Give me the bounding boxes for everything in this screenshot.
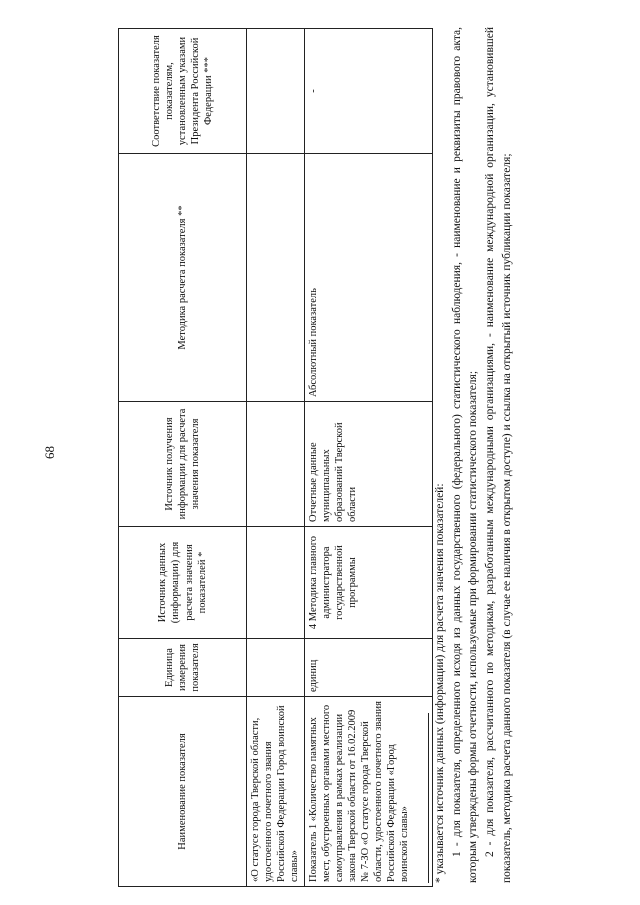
cell-compliance: - [304, 29, 432, 154]
header-info-source: Источник получения информации для расчета значения показателя [119, 402, 247, 527]
cell-compliance [247, 29, 305, 154]
footnote-rule [428, 713, 429, 883]
footnote-intro: * указывается источник данных (информации) для расчета значения показателей: [434, 483, 446, 883]
table-row [304, 29, 432, 887]
header-unit: Единица измерения показателя [119, 639, 247, 697]
cell-unit: единиц [304, 639, 432, 697]
header-data-source: Источник данных (информации) для расчета значения показателей * [119, 527, 247, 639]
footnotes [428, 27, 515, 883]
cell-method: Абсолютный показатель [304, 154, 432, 402]
footnote-item-2: 2 - для показателя, рассчитанного по методикам, разработанным международными организациями, - наименование международной организации, установившей показатель, методика расчета данного показателя (в случае ее наличия в открытом доступе) и ссылка на открытый источник публикации показателя; [484, 27, 513, 883]
table-row [247, 29, 305, 887]
cell-info-source [247, 402, 305, 527]
cell-data-source: 4 Методика главного администратора государственной программы [304, 527, 432, 639]
cell-info-source: Отчетные данные муниципальных образований Тверской области [304, 402, 432, 527]
header-compliance: Соответствие показателя показателям, установленным указами Президента Российской Федерации *** [119, 29, 247, 154]
footnote-item-1: 1 - для показателя, определенного исходя из данных государственного (федерального) статистического наблюдения, - наименование и реквизиты правового акта, которым утверждены формы отчетности, используемые при формировании статистического показателя; [450, 27, 480, 883]
page-number: 68 [42, 446, 57, 459]
cell-name: Показатель 1 «Количество памятных мест, обустроенных органами местного самоуправления в рамках реализации закона Тверской области от 16.02.2009 № 7-ЗО «О статусе города Тверской области, удостоенного почетного звания Российской Федерации «Город воинской славы» [304, 697, 432, 887]
cell-data-source [247, 527, 305, 639]
cell-method [247, 154, 305, 402]
header-method: Методика расчета показателя ** [119, 154, 247, 402]
table-header-row [119, 29, 247, 887]
cell-unit [247, 639, 305, 697]
indicator-table [118, 28, 433, 887]
cell-name: «О статусе города Тверской области, удостоенного почетного звания Российской Федерации Город воинской славы» [247, 697, 305, 887]
header-indicator-name: Наименование показателя [119, 697, 247, 887]
